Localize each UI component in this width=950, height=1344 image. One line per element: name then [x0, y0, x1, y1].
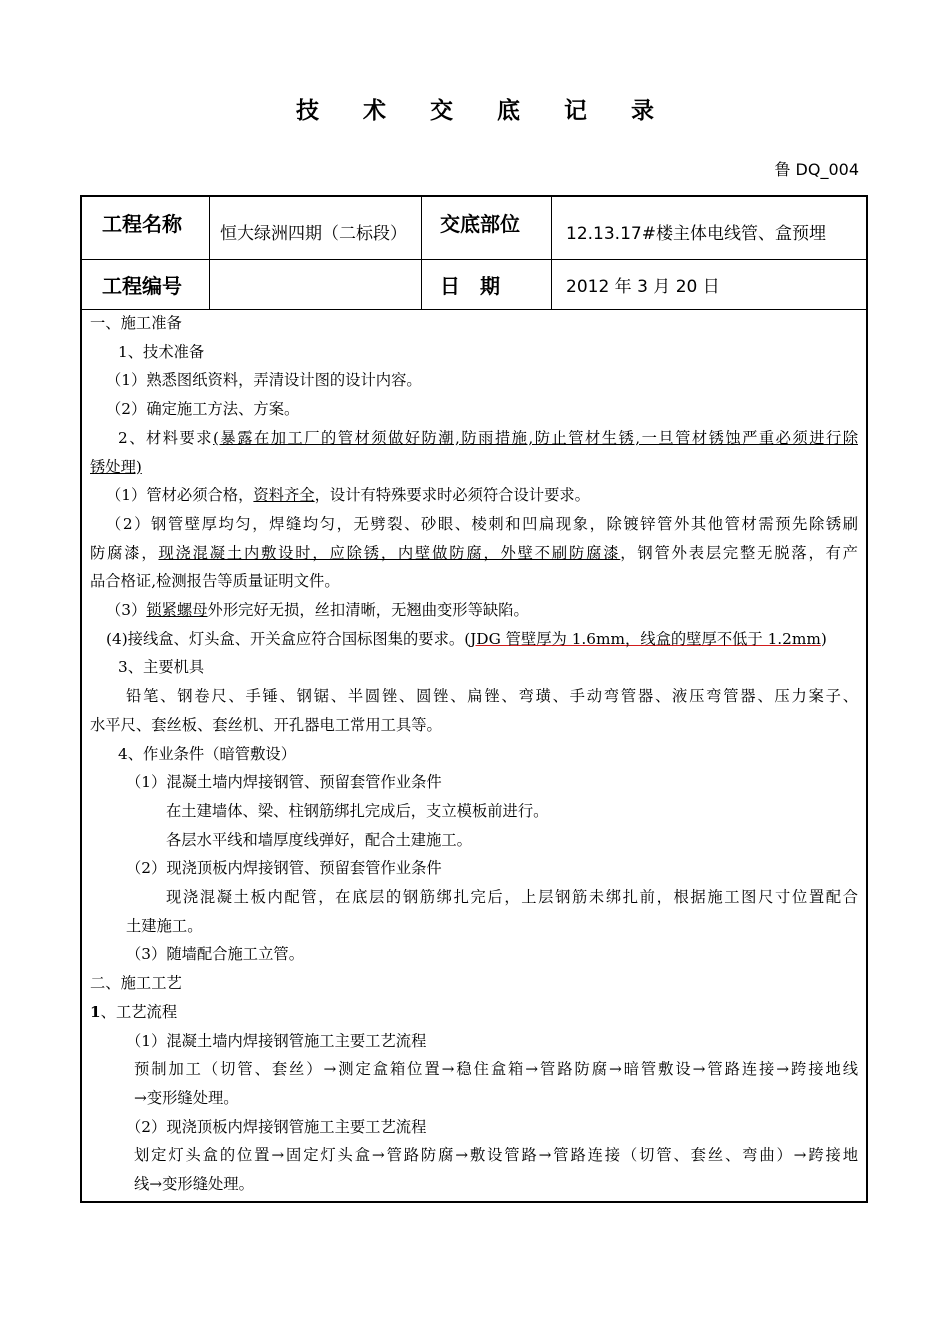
body-line: （2）钢管壁厚均匀，焊缝均匀，无劈裂、砂眼、棱刺和凹扁现象，除镀锌管外其他管材需预先除锈刷	[106, 514, 858, 533]
body-line: 划定灯头盒的位置→固定灯头盒→管路防腐→敷设管路→管路连接（切管、套丝、弯曲）→跨接地	[134, 1146, 858, 1165]
body-line: （3）随墙配合施工立管。	[126, 945, 304, 964]
underlined-text: 资料齐全	[253, 486, 315, 505]
body-line: （1）混凝土墙内焊接钢管、预留套管作业条件	[126, 773, 442, 792]
header-row-2	[82, 260, 866, 309]
date-label: 日 期	[440, 274, 500, 298]
body-line: （2）确定施工方法、方案。	[106, 400, 300, 419]
project-name-value: 恒大绿洲四期（二标段）	[220, 223, 407, 244]
project-name-label: 工程名称	[102, 211, 182, 236]
subsection-heading	[90, 998, 858, 1027]
text-span: ，设计有特殊要求时必须符合设计要求。	[314, 486, 590, 505]
subsection-heading: 3、主要机具	[118, 658, 205, 677]
underlined-text: 锁紧螺母	[146, 601, 208, 620]
body-line: 现浇混凝土板内配管，在底层的钢筋绑扎完后，上层钢筋未绑扎前，根据施工图尺寸位置配合	[166, 888, 858, 907]
body-line	[90, 596, 858, 625]
document-code: 鲁 DQ_004	[774, 160, 859, 179]
body-line: （2）现浇顶板内焊接钢管、预留套管作业条件	[126, 859, 442, 878]
text-span: 、工艺流程	[100, 1002, 178, 1021]
text-span: )	[820, 629, 827, 648]
body-line	[90, 625, 858, 654]
disclosure-content	[82, 309, 866, 1199]
body-line	[90, 424, 858, 453]
header-row-1	[82, 197, 866, 260]
underlined-text: 现浇混凝土内敷设时，应除锈，内壁做防腐，外壁不刷防腐漆	[158, 543, 621, 562]
section-heading: 二、施工工艺	[90, 974, 182, 993]
body-line: 在土建墙体、梁、柱钢筋绑扎完成后，支立模板前进行。	[166, 801, 549, 820]
location-value-cell	[552, 197, 868, 259]
section-heading: 一、施工准备	[90, 314, 182, 332]
text-span: （3）	[106, 601, 147, 620]
date-value-cell	[552, 260, 868, 309]
document-title: 技 术 交 底 记 录	[295, 98, 673, 124]
text-span: （1）管材必须合格，	[106, 486, 254, 505]
location-label: 交底部位	[440, 211, 520, 236]
body-line: 铅笔、钢卷尺、手锤、钢锯、半圆锉、圆锉、扁锉、弯璜、手动弯管器、液压弯管器、压力案子、	[126, 687, 858, 706]
date-label-cell	[422, 260, 552, 309]
text-span: 外形完好无损，丝扣清晰，无翘曲变形等缺陷。	[207, 601, 529, 620]
text-span: (4)接线盒、灯头盒、开关盒应符合国标图集的要求。(	[106, 629, 471, 648]
project-no-label-cell	[82, 260, 210, 309]
body-line: 品合格证,检测报告等质量证明文件。	[90, 572, 340, 591]
body-line: 线→变形缝处理。	[134, 1175, 254, 1194]
body-line	[90, 539, 858, 568]
body-line: 水平尺、套丝板、套丝机、开孔器电工常用工具等。	[90, 715, 442, 734]
bold-number: 1	[90, 1002, 101, 1021]
underlined-text: 锈处理)	[90, 457, 142, 476]
location-value: 12.13.17#楼主体电线管、盒预埋	[566, 223, 826, 244]
text-span: 防腐漆，	[90, 543, 159, 562]
header-block	[82, 197, 866, 310]
underlined-text: (暴露在加工厂的管材须做好防潮,防雨措施,防止管材生锈,一旦管材锈蚀严重必须进行除	[213, 428, 859, 447]
subsection-heading: 2、材料要求	[118, 428, 213, 447]
date-value: 2012 年 3 月 20 日	[566, 277, 720, 297]
body-line: （2）现浇顶板内焊接钢管施工主要工艺流程	[126, 1117, 427, 1136]
body-line	[90, 453, 858, 482]
text-span: ，钢管外表层完整无脱落，有产	[620, 543, 858, 562]
project-no-value-cell	[210, 260, 422, 309]
body-line: →变形缝处理。	[134, 1088, 239, 1107]
project-name-value-cell	[210, 197, 422, 259]
subsection-heading: 4、作业条件（暗管敷设）	[118, 744, 296, 763]
project-no-label: 工程编号	[102, 274, 182, 298]
project-name-label-cell	[82, 197, 210, 259]
red-underlined-text: JDG 管壁厚为 1.6mm，线盒的壁厚不低于 1.2mm	[470, 629, 821, 648]
body-line: 各层水平线和墙厚度线弹好，配合土建施工。	[166, 830, 472, 849]
location-label-cell	[422, 197, 552, 259]
body-line	[90, 481, 858, 510]
subsection-heading: 1、技术准备	[118, 342, 205, 361]
body-line: 土建施工。	[126, 916, 203, 935]
body-line: （1）熟悉图纸资料，弄清设计图的设计内容。	[106, 371, 422, 390]
body-line: 预制加工（切管、套丝）→测定盒箱位置→稳住盒箱→管路防腐→暗管敷设→管路连接→跨接地线	[134, 1060, 858, 1079]
record-table	[80, 195, 868, 1203]
body-line: （1）混凝土墙内焊接钢管施工主要工艺流程	[126, 1031, 427, 1050]
